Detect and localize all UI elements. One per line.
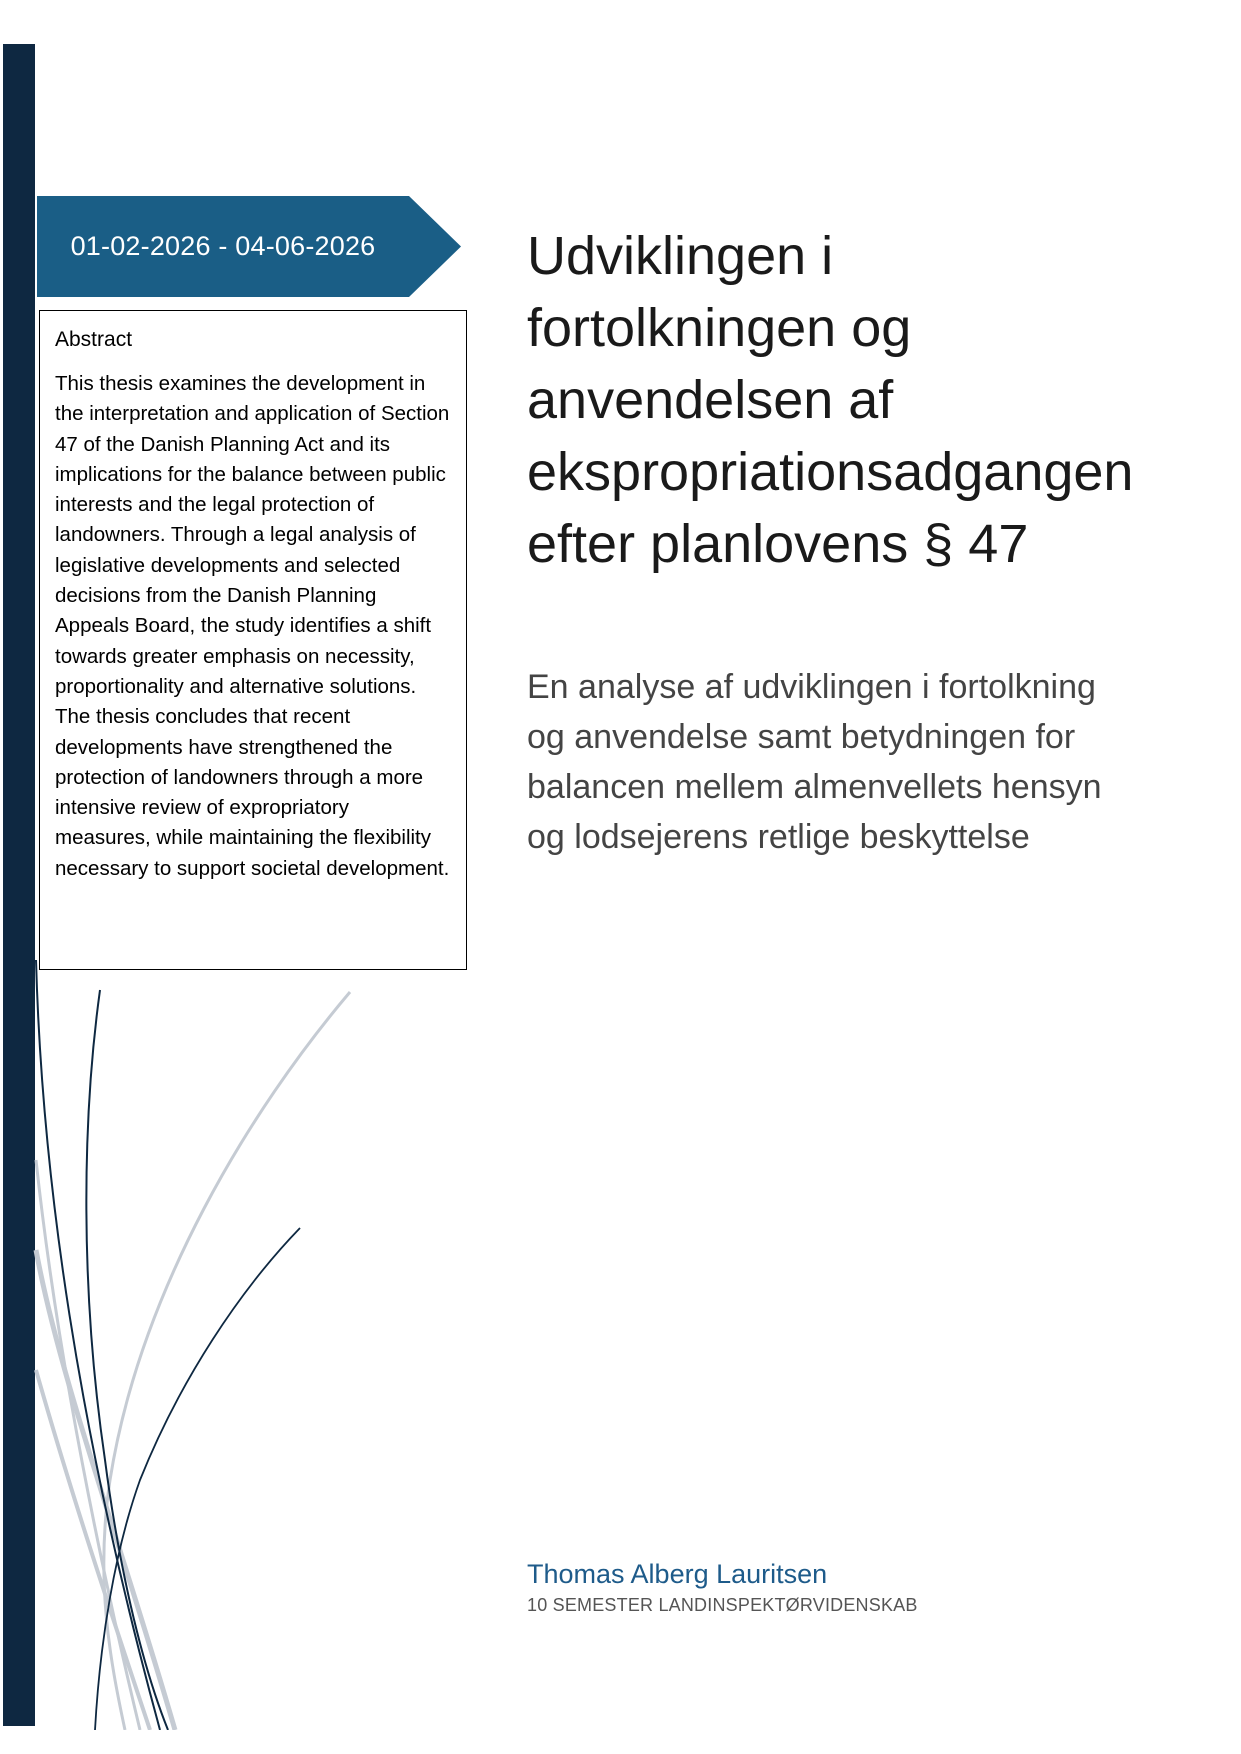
- program-label: 10 SEMESTER LANDINSPEKTØRVIDENSKAB: [527, 1595, 918, 1615]
- decorative-swooshes: [0, 960, 420, 1730]
- date-range: 01-02-2026 - 04-06-2026: [70, 231, 376, 261]
- date-banner: [37, 196, 461, 297]
- page-subtitle: En analyse af udviklingen i fortolkning og anvendelse samt betydningen for balancen mellem almenvellets hensyn og lodsejerens retlige beskyttelse: [527, 668, 1102, 856]
- abstract-heading: Abstract: [55, 328, 133, 351]
- abstract-body: This thesis examines the development in the interpretation and application of Section 47 of the Danish Planning Act and its implications for the balance between public interests and the legal protection of landowners. Through a legal analysis of legislative developments and selected decisions from the Danish Planning Appeals Board, the study identifies a shift towards greater emphasis on necessity, proportionality and alternative solutions. The thesis concludes that recent developments have strengthened the protection of landowners through a more intensive review of expropriatory measures, while maintaining the flexibility necessary to support societal development.: [55, 372, 450, 880]
- page-title: Udviklingen i fortolkningen og anvendelsen af ekspropriationsadgangen efter planlovens § 47: [527, 226, 1134, 574]
- author-name: Thomas Alberg Lauritsen: [527, 1559, 828, 1589]
- abstract-box: [39, 310, 467, 970]
